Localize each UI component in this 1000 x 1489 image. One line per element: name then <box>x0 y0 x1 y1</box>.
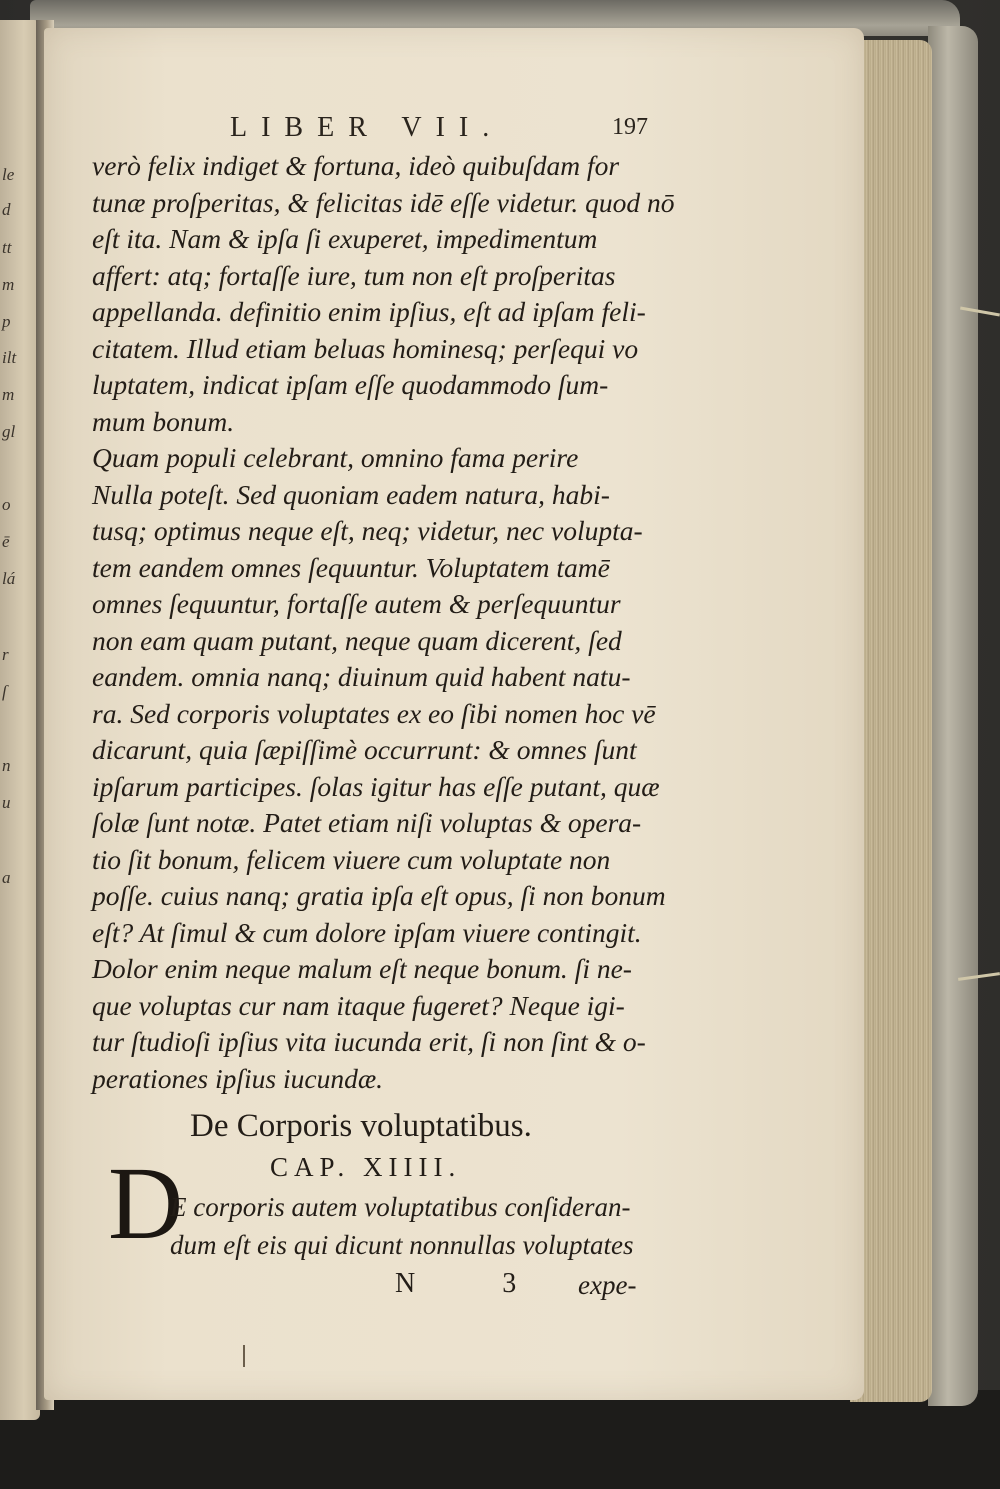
left-page-fragment: n <box>2 756 11 775</box>
text-line: Dolor enim neque malum eſt neque bonum. ſi ne- <box>92 953 632 984</box>
chapter-heading: CAP. XIIII. <box>270 1152 462 1182</box>
section-title: De Corporis voluptatibus. <box>190 1108 532 1144</box>
text-line: luptatem, indicat ipſam eſſe quodammodo ſum- <box>92 369 609 400</box>
text-line: E corporis autem voluptatibus conſideran- <box>170 1192 631 1222</box>
text-line: tusq; optimus neque eſt, neq; videtur, nec volupta- <box>92 515 643 546</box>
facing-page-edge <box>0 20 40 1420</box>
text-line: tem eandem omnes ſequuntur. Voluptatem tamē <box>92 551 610 583</box>
text-line: dicarunt, quia ſæpiſſimè occurrunt: & omnes ſunt <box>92 734 637 765</box>
text-line: ipſarum participes. ſolas igitur has eſſe putant, quæ <box>92 770 660 802</box>
left-page-fragment: ilt <box>2 348 17 367</box>
left-page-fragment: d <box>2 200 11 219</box>
left-page-fragment: ſ <box>2 682 7 701</box>
left-page-fragment: le <box>2 165 15 184</box>
left-page-fragment: m <box>2 385 15 404</box>
text-line: dum eſt eis qui dicunt nonnullas voluptates <box>170 1230 634 1260</box>
text-line: perationes ipſius iucundæ. <box>92 1062 384 1094</box>
chapter-text <box>170 1188 660 1264</box>
text-line: ra. Sed corporis voluptates ex eo ſibi nomen hoc vē <box>92 697 656 729</box>
drop-cap: D <box>108 1146 184 1261</box>
text-line: verò felix indiget & fortuna, ideò quibuſdam for <box>92 150 620 181</box>
text-line: omnes ſequuntur, fortaſſe autem & perſequuntur <box>92 588 621 619</box>
left-page-fragment: ē <box>2 532 10 551</box>
left-page-fragment: p <box>2 312 11 331</box>
text-line: tunæ proſperitas, & felicitas idē eſſe videtur. quod nō <box>92 186 675 218</box>
left-page-fragment: tt <box>2 238 12 257</box>
left-page-fragment: lá <box>2 569 16 588</box>
text-line: que voluptas cur nam itaque fugeret? Neque igi- <box>92 989 625 1021</box>
table-surface <box>0 1390 1000 1489</box>
page-header <box>230 112 660 144</box>
left-page-fragment: u <box>2 793 11 812</box>
left-page-fragment: r <box>2 645 9 664</box>
ink-mark <box>243 1345 245 1367</box>
left-page-fragment: gl <box>2 422 16 441</box>
text-line: tur ſtudioſi ipſius vita iucunda erit, ſi non ſint & o- <box>92 1026 646 1057</box>
body-text <box>92 148 675 1097</box>
text-line: affert: atq; fortaſſe iure, tum non eſt proſperitas <box>92 259 616 291</box>
signature-mark: N 3 <box>395 1268 557 1299</box>
verse-line: Nulla poteſt. Sed quoniam eadem natura, habi- <box>92 478 610 510</box>
text-line: citatem. Illud etiam beluas hominesq; perſequi vo <box>92 332 639 364</box>
cover-edge <box>928 26 978 1406</box>
text-line: poſſe. cuius nanq; gratia ipſa eſt opus, ſi non bonum <box>92 880 666 911</box>
text-line: non eam quam putant, neque quam dicerent, ſed <box>92 624 622 656</box>
text-line: mum bonum. <box>92 405 235 437</box>
text-line: appellanda. definitio enim ipſius, eſt ad ipſam feli- <box>92 296 646 327</box>
text-line: eſt ita. Nam & ipſa ſi exuperet, impedimentum <box>92 223 598 254</box>
left-page-fragment: a <box>2 868 11 887</box>
text-line: ſolæ ſunt notæ. Patet etiam niſi voluptas & opera- <box>92 807 642 838</box>
catchword: expe- <box>578 1270 637 1300</box>
text-line: tio ſit bonum, felicem viuere cum voluptate non <box>92 843 611 875</box>
text-line: eandem. omnia nanq; diuinum quid habent natu- <box>92 661 631 692</box>
left-page-fragment: m <box>2 275 15 294</box>
left-page-fragment: o <box>2 495 11 514</box>
page-number: 197 <box>612 114 648 140</box>
verse-line: Quam populi celebrant, omnino fama perire <box>92 442 579 473</box>
text-line: eſt? At ſimul & cum dolore ipſam viuere contingit. <box>92 916 642 948</box>
running-head: LIBER VII. <box>230 112 504 143</box>
